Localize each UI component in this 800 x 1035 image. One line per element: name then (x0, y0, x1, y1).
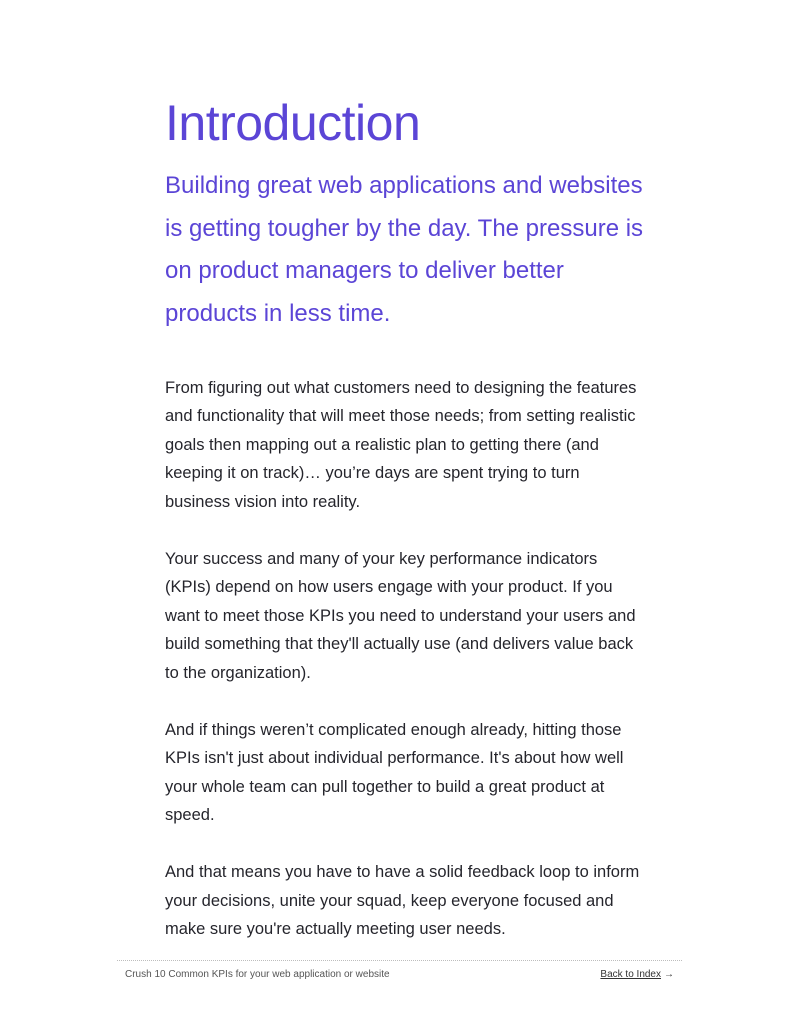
back-to-index-link[interactable]: Back to Index (600, 969, 661, 980)
body-paragraph-3: And if things weren’t complicated enough already, hitting those KPIs isn't just about individual performance. It's about how well your whole team can pull together to build a great product at speed. (165, 720, 624, 825)
page-content (165, 92, 645, 944)
page-title: Introduction (165, 95, 421, 151)
body-paragraph-4: And that means you have to have a solid feedback loop to inform your decisions, unite your squad, keep everyone focused and make sure you're actually meeting user needs. (165, 863, 640, 939)
body-paragraph-1: From figuring out what customers need to designing the features and functionality that will meet those needs; from setting realistic goals then mapping out a realistic plan to getting there (and keeping it on track)… you’re days are spent trying to turn business vision into reality. (165, 378, 637, 511)
footer-doc-title: Crush 10 Common KPIs for your web application or website (125, 969, 390, 980)
body-paragraph-2: Your success and many of your key performance indicators (KPIs) depend on how users engage with your product. If you want to meet those KPIs you need to understand your users and build something that they'll actually use (and delivers value back to the organization). (165, 549, 636, 682)
footer-row (117, 961, 682, 980)
page-footer (117, 960, 682, 980)
lead-paragraph: Building great web applications and websites is getting tougher by the day. The pressure is on product managers to deliver better products in less time. (165, 172, 644, 328)
arrow-right-icon: → (664, 969, 674, 980)
back-to-index[interactable] (600, 969, 674, 980)
